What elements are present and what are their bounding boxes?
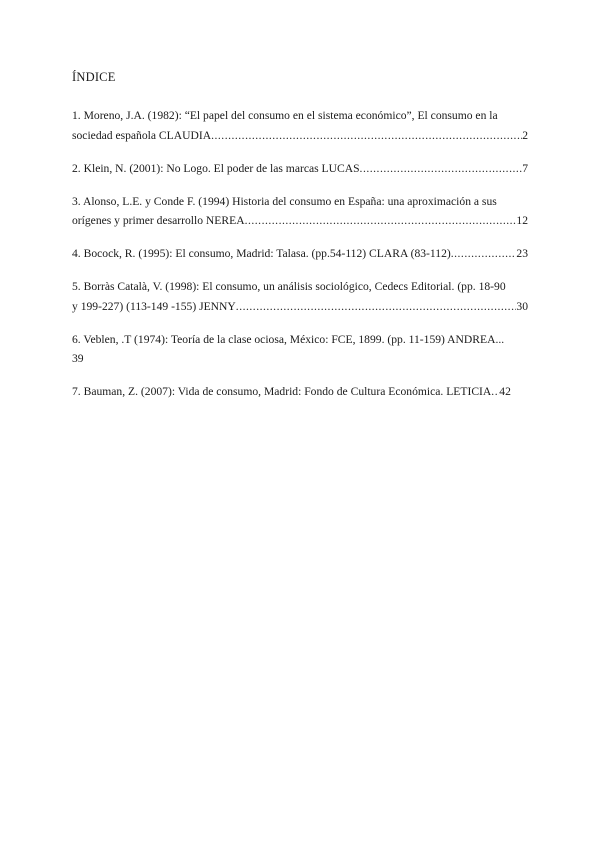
- dot-leader: [236, 297, 517, 317]
- toc-entry-5: [72, 277, 528, 316]
- dot-leader: [245, 211, 517, 231]
- toc-entry-leader-line: [72, 297, 528, 317]
- toc-entry-2: [72, 159, 528, 179]
- page-number: 12: [516, 214, 528, 227]
- toc-entry-text-line1: 1. Moreno, J.A. (1982): “El papel del consumo en el sistema económico”, El consumo en la: [72, 109, 498, 122]
- toc-entry-text-line2: orígenes y primer desarrollo NEREA: [72, 214, 245, 227]
- toc-entry-text-line1: 2. Klein, N. (2001): No Logo. El poder de las marcas LUCAS: [72, 161, 360, 175]
- toc-entry-text-line2: sociedad española CLAUDIA: [72, 128, 212, 142]
- toc-entry-text-line1: 3. Alonso, L.E. y Conde F. (1994) Historia del consumo en España: una aproximación a sus: [72, 194, 497, 208]
- dot-leader: [491, 382, 499, 402]
- page-number: 39: [72, 352, 84, 365]
- toc-entry-leader-line: [72, 126, 528, 146]
- dot-leader: [211, 126, 522, 146]
- toc-entry-text: 6. Veblen, .T (1974): Teoría de la clase ociosa, México: FCE, 1899. (pp. 11-159) ANDREA: [72, 332, 496, 346]
- page-number: 7: [522, 161, 528, 175]
- toc-entry-text-line1: 5. Borràs Català, V. (1998): El consumo, un análisis sociológico, Cedecs Editorial. (pp. 18-90: [72, 280, 506, 293]
- page-number: 42: [499, 385, 511, 398]
- toc-entry-3: [72, 192, 528, 231]
- page-number: 2: [522, 128, 528, 142]
- toc-entry-leader-line: [72, 159, 528, 179]
- toc-entry-4: [72, 244, 528, 264]
- toc-entry-text-line1: 4. Bocock, R. (1995): El consumo, Madrid: Talasa. (pp.54-112) CLARA (83-112): [72, 247, 451, 260]
- toc-entry-1: [72, 106, 528, 145]
- toc-entry-leader-line: [72, 211, 528, 231]
- toc-entry-leader-line: [72, 382, 528, 402]
- toc-entry-text-line2: y 199-227) (113-149 -155) JENNY: [72, 299, 236, 313]
- page-number: 30: [516, 299, 528, 313]
- dot-leader: [451, 244, 517, 264]
- table-of-contents: [72, 106, 528, 415]
- toc-entry-6: [72, 330, 528, 369]
- toc-entry-text-line1: 7. Bauman, Z. (2007): Vida de consumo, Madrid: Fondo de Cultura Económica. LETICIA: [72, 385, 492, 398]
- page-number: 23: [516, 247, 528, 260]
- toc-entry-text-line1: [72, 330, 528, 350]
- toc-entry-leader-line: [72, 244, 528, 264]
- toc-entry-7: [72, 382, 528, 402]
- dot-leader: [360, 159, 523, 179]
- dot-leader: ...: [495, 332, 505, 346]
- index-heading: ÍNDICE: [72, 70, 116, 84]
